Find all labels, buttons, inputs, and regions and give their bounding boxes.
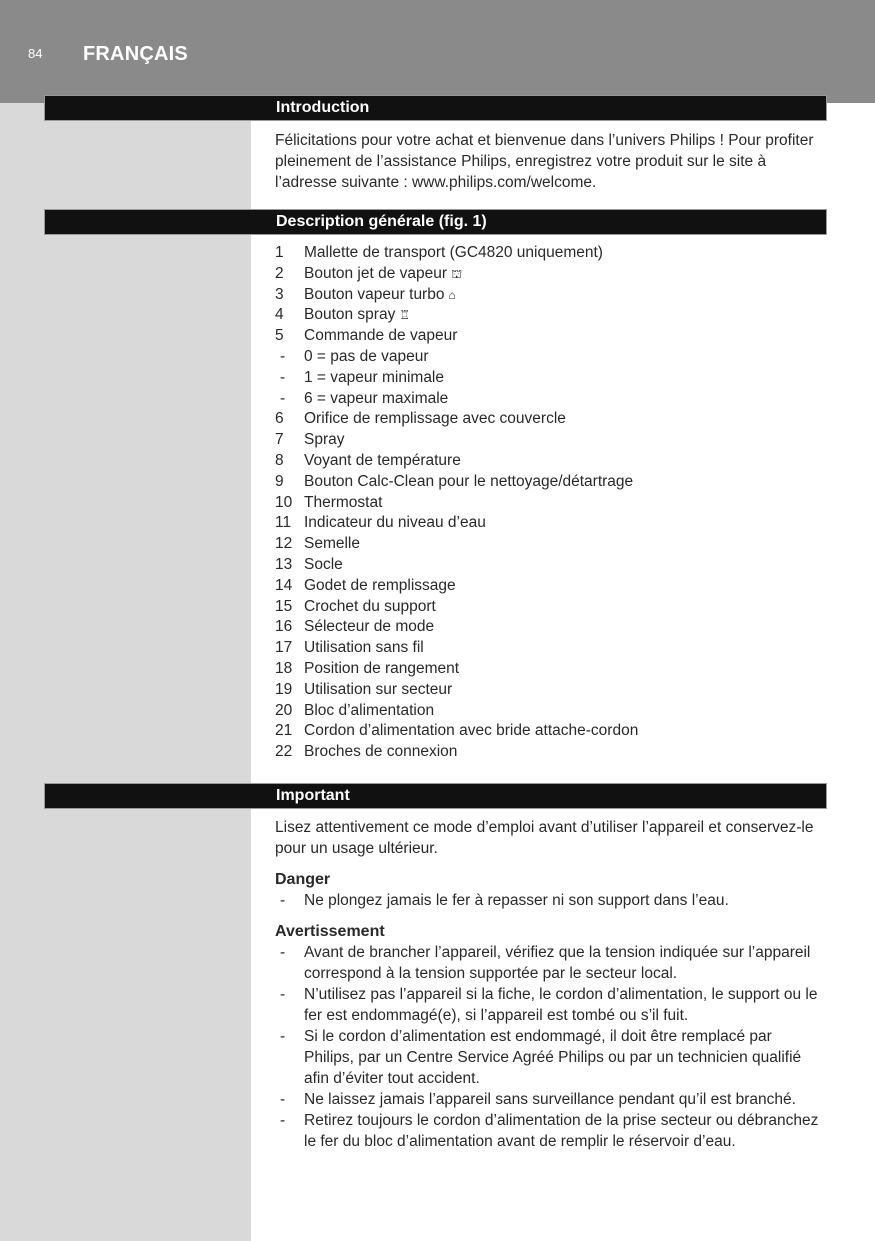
list-item — [275, 942, 820, 984]
list-item — [275, 1026, 820, 1089]
item-text: Crochet du support — [304, 597, 436, 615]
list-item — [275, 659, 820, 680]
list-item — [275, 326, 820, 347]
list-item — [275, 493, 820, 514]
list-item — [275, 389, 820, 410]
item-number: 17 — [275, 639, 293, 657]
bullet-text: N’utilisez pas l’appareil si la fiche, le cordon d’alimentation, le support ou le fer est endommagé(e), si l’appareil est tombé ou s’il fuit. — [304, 986, 818, 1024]
list-item — [275, 513, 820, 534]
item-text: Thermostat — [304, 493, 383, 511]
item-text: Godet de remplissage — [304, 576, 456, 594]
item-text: Bouton jet de vapeur — [304, 264, 448, 282]
bullet-dash: - — [280, 986, 286, 1003]
list-item — [275, 347, 820, 368]
item-number: 7 — [275, 431, 284, 449]
item-number: 2 — [275, 264, 284, 282]
bullet-text: Ne laissez jamais l’appareil sans surveillance pendant qu’il est branché. — [304, 1091, 796, 1108]
item-number: 5 — [275, 327, 284, 345]
item-text: Bloc d’alimentation — [304, 701, 435, 719]
item-number: 14 — [275, 576, 293, 594]
item-text: 1 = vapeur minimale — [304, 368, 444, 386]
list-item — [275, 472, 820, 493]
section-title: Introduction — [276, 99, 370, 116]
language-title: FRANÇAIS — [83, 43, 188, 65]
item-text: Sélecteur de mode — [304, 618, 435, 636]
steam-icon: ♖ — [399, 308, 411, 323]
section-title: Description générale (fig. 1) — [276, 213, 487, 230]
list-item — [275, 576, 820, 597]
section-header-important — [44, 783, 827, 809]
important-body — [275, 817, 820, 1152]
warning-list — [275, 942, 820, 1152]
parts-list — [275, 243, 820, 763]
item-text: Semelle — [304, 535, 360, 553]
list-item — [275, 701, 820, 722]
danger-list — [275, 890, 820, 911]
bullet-text: Retirez toujours le cordon d’alimentation de la prise secteur ou débranchez le fer du bloc d’alimentation avant de remplir le réservoir d’eau. — [304, 1112, 819, 1150]
item-text: Mallette de transport (GC4820 uniquement) — [304, 244, 603, 261]
item-text: Commande de vapeur — [304, 327, 458, 345]
list-item — [275, 305, 820, 326]
section-header-general-description — [44, 209, 827, 235]
item-number: - — [280, 368, 286, 386]
item-number: 8 — [275, 451, 284, 469]
item-number: - — [280, 347, 286, 365]
section-title: Important — [276, 787, 350, 804]
item-text: Cordon d’alimentation avec bride attache-cordon — [304, 722, 639, 740]
item-text: 6 = vapeur maximale — [304, 389, 449, 407]
section-header-introduction — [44, 95, 827, 121]
list-item — [275, 430, 820, 451]
steam-icon: ⛫ — [451, 266, 463, 281]
item-text: Utilisation sans fil — [304, 639, 424, 657]
item-number: 6 — [275, 410, 284, 428]
bullet-dash: - — [280, 944, 286, 961]
list-item — [275, 742, 820, 763]
list-item — [275, 680, 820, 701]
item-text: Utilisation sur secteur — [304, 680, 453, 698]
item-text: Broches de connexion — [304, 743, 458, 761]
item-number: 16 — [275, 618, 293, 636]
item-number: 22 — [275, 743, 293, 761]
item-text: Spray — [304, 431, 345, 449]
list-item — [275, 534, 820, 555]
list-item — [275, 243, 820, 264]
item-number: 20 — [275, 701, 293, 719]
list-item — [275, 451, 820, 472]
item-text: Bouton vapeur turbo — [304, 285, 445, 303]
item-number: 12 — [275, 535, 293, 553]
list-item — [275, 597, 820, 618]
item-number: 19 — [275, 680, 293, 698]
steam-icon: ⌂ — [448, 287, 456, 302]
list-item — [275, 409, 820, 430]
item-number: 13 — [275, 555, 293, 573]
left-margin-panel — [0, 103, 251, 1241]
item-number: 21 — [275, 722, 293, 740]
item-text: Bouton Calc-Clean pour le nettoyage/détartrage — [304, 472, 634, 490]
item-number: 1 — [275, 244, 284, 261]
list-item — [275, 984, 820, 1026]
item-number: 4 — [275, 306, 284, 324]
list-item — [275, 890, 820, 911]
item-text: Indicateur du niveau d’eau — [304, 514, 486, 532]
introduction-body — [275, 130, 820, 193]
item-number: 18 — [275, 659, 293, 677]
item-number: - — [280, 389, 286, 407]
important-intro: Lisez attentivement ce mode d’emploi avant d’utiliser l’appareil et conservez-le pour un usage ultérieur. — [275, 819, 814, 857]
page-number: 84 — [28, 46, 43, 61]
introduction-paragraph: Félicitations pour votre achat et bienvenue dans l’univers Philips ! Pour profiter pleinement de l’assistance Philips, enregistrez votre produit sur le site à l’adresse suivante : www.philips.com/welcome. — [275, 132, 814, 191]
item-text: Bouton spray — [304, 306, 396, 324]
item-text: 0 = pas de vapeur — [304, 347, 429, 365]
bullet-dash: - — [280, 1091, 286, 1108]
danger-heading: Danger — [275, 871, 331, 888]
list-item — [275, 555, 820, 576]
item-text: Voyant de température — [304, 451, 461, 469]
list-item — [275, 1110, 820, 1152]
bullet-text: Si le cordon d’alimentation est endommagé, il doit être remplacé par Philips, par un Centre Service Agréé Philips ou par un technicien qualifié afin d’éviter tout accident. — [304, 1028, 802, 1087]
list-item — [275, 285, 820, 306]
item-number: 3 — [275, 285, 284, 303]
list-item — [275, 721, 820, 742]
item-text: Position de rangement — [304, 659, 460, 677]
bullet-text: Avant de brancher l’appareil, vérifiez que la tension indiquée sur l’appareil correspond à la tension supportée par le secteur local. — [304, 944, 811, 982]
bullet-text: Ne plongez jamais le fer à repasser ni son support dans l’eau. — [304, 892, 729, 909]
list-item — [275, 264, 820, 285]
item-text: Socle — [304, 555, 343, 573]
warning-heading: Avertissement — [275, 923, 385, 940]
list-item — [275, 368, 820, 389]
list-item — [275, 617, 820, 638]
item-number: 10 — [275, 493, 293, 511]
item-text: Orifice de remplissage avec couvercle — [304, 410, 566, 428]
bullet-dash: - — [280, 1112, 286, 1129]
list-item — [275, 1089, 820, 1110]
bullet-dash: - — [280, 1028, 286, 1045]
list-item — [275, 638, 820, 659]
item-number: 9 — [275, 472, 284, 490]
general-description-body — [275, 243, 820, 763]
bullet-dash: - — [280, 892, 286, 909]
item-number: 15 — [275, 597, 293, 615]
item-number: 11 — [275, 514, 292, 532]
